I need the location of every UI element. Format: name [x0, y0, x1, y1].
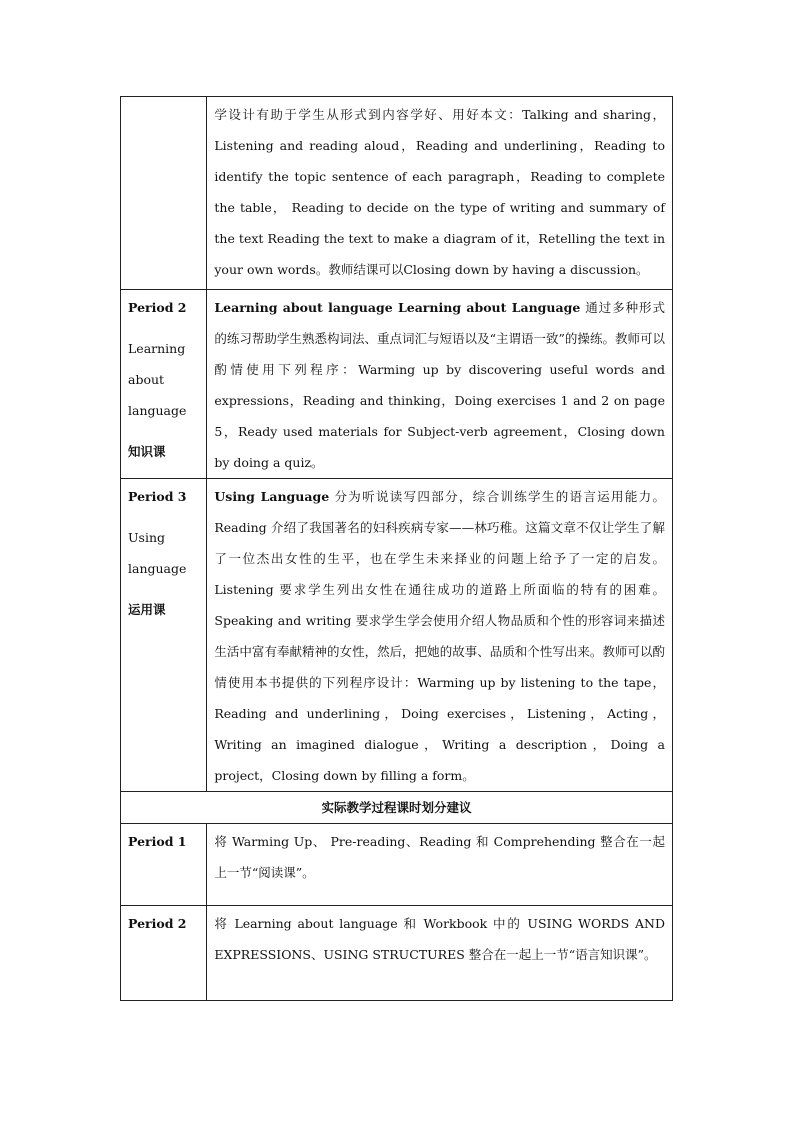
schedule-description [207, 824, 673, 906]
schedule-description [207, 906, 673, 1001]
period3-label-cell [121, 479, 207, 792]
schedule-text: 将 Learning about language 和 Workbook 中的 USING WORDS AND EXPRESSIONS、USING STRUCTURES 整合在一起上一节“语言知识课”。 [214, 916, 665, 962]
lesson-type-line: Learning [128, 341, 186, 356]
lesson-type-line: language [128, 403, 187, 418]
period-label: Period 1 [128, 834, 187, 849]
section-title: Using Language [214, 489, 330, 504]
row1-description [207, 97, 673, 290]
period3-description [207, 479, 673, 792]
schedule-period-cell [121, 824, 207, 906]
schedule-text: 将 Warming Up、 Pre-reading、Reading 和 Comprehending 整合在一起上一节“阅读课”。 [214, 834, 665, 880]
period2-label-cell [121, 290, 207, 479]
row1-text: 学设计有助于学生从形式到内容学好、用好本文：Talking and sharing，Listening and reading aloud，Reading and underlining，Reading to identify the topic sentence of each paragraph，Reading to complete the table， Reading to decide on the type of writing and summary of the text Reading the text to make a diagram of it，Retelling the text in your own words。教师结课可以Closing down by having a discussion。 [214, 107, 665, 277]
period-label: Period 2 [128, 300, 187, 315]
period-label: Period 3 [128, 489, 187, 504]
table-row [121, 824, 673, 906]
lesson-type-cn: 知识课 [128, 444, 166, 459]
period-label: Period 2 [128, 916, 187, 931]
table-row [121, 479, 673, 792]
section-body: 通过多种形式的练习帮助学生熟悉构词法、重点词汇与短语以及“主谓语一致”的操练。教师可以酌情使用下列程序：Warming up by discovering useful words and expressions，Reading and thinking，Doing exercises 1 and 2 on page 5，Ready used materials for Subject-verb agreement，Closing down by doing a quiz。 [214, 300, 665, 470]
table-row [121, 97, 673, 290]
section-header: 实际教学过程课时划分建议 [121, 792, 673, 824]
section-body: 分为听说读写四部分，综合训练学生的语言运用能力。Reading 介绍了我国著名的妇科疾病专家——林巧稚。这篇文章不仅让学生了解了一位杰出女性的生平，也在学生未来择业的问题上给予了一定的启发。Listening 要求学生列出女性在通往成功的道路上所面临的特有的困难。Speaking and writing 要求学生学会使用介绍人物品质和个性的形容词来描述生活中富有奉献精神的女性，然后，把她的故事、品质和个性写出来。教师可以酌情使用本书提供的下列程序设计：Warming up by listening to the tape，Reading and underlining，Doing exercises，Listening，Acting，Writing an imagined dialogue，Writing a description，Doing a project，Closing down by filling a form。 [214, 489, 665, 783]
schedule-period-cell [121, 906, 207, 1001]
lesson-plan-table [120, 96, 673, 1001]
table-row [121, 906, 673, 1001]
lesson-type-line: Using [128, 530, 165, 545]
table-row [121, 290, 673, 479]
table-row [121, 792, 673, 824]
period2-description [207, 290, 673, 479]
left-cell-empty [121, 97, 207, 290]
lesson-type-line: language [128, 561, 187, 576]
lesson-type-line: about [128, 372, 165, 387]
lesson-type-cn: 运用课 [128, 602, 166, 617]
section-title: Learning about language Learning about Language [214, 300, 581, 315]
